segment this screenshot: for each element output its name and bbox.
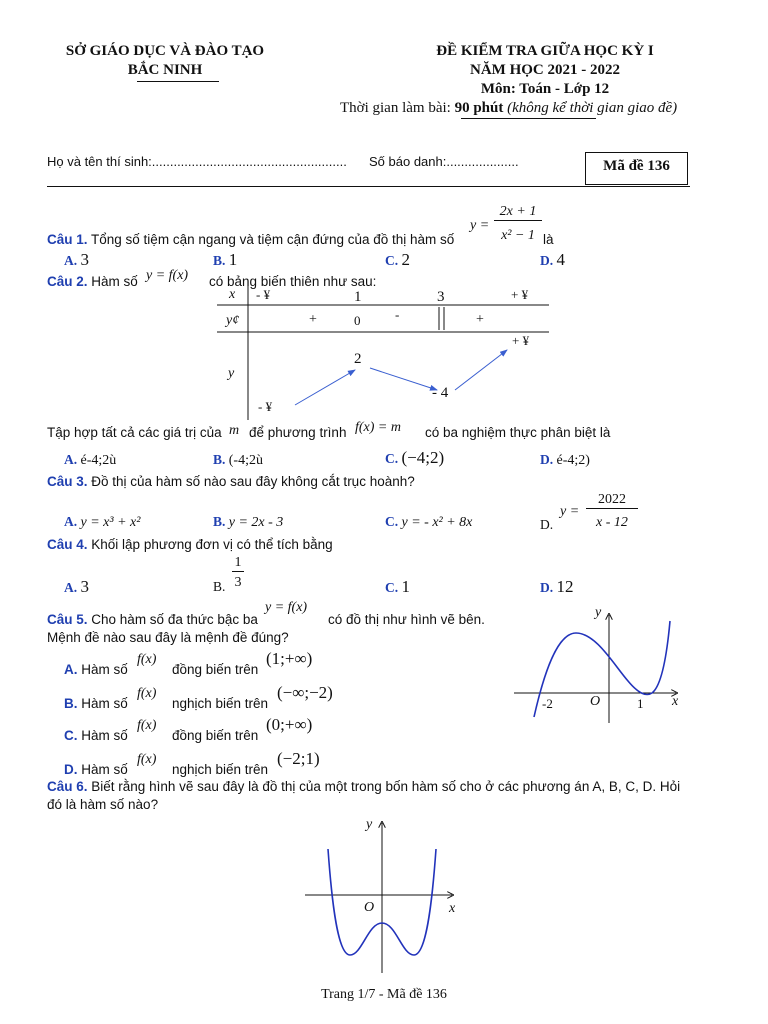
q5-option-d-interval: (−2;1) <box>277 749 320 768</box>
header-underline-left <box>137 81 219 82</box>
q2-question-pre: Tập hợp tất cả các giá trị của <box>47 425 222 440</box>
q5-option-a[interactable]: A. Hàm số <box>64 662 128 677</box>
q5-line2: Mệnh đề nào sau đây là mệnh đề đúng? <box>47 630 289 645</box>
table-x-3: 3 <box>437 289 445 305</box>
q1-option-a[interactable]: A. 3 <box>64 250 89 269</box>
q5-graph-tick-neg2: -2 <box>542 696 553 711</box>
q6-quartic-graph <box>300 815 470 975</box>
q2-option-b[interactable]: B. (-4;2ù <box>213 452 263 468</box>
q5-option-a-mid: đồng biến trên <box>172 662 259 677</box>
table-x-neg-inf: - ¥ <box>256 287 271 302</box>
q3-option-c[interactable]: C. y = - x² + 8x <box>385 514 473 530</box>
table-x-label: x <box>229 287 236 302</box>
q4-option-a[interactable]: A. 3 <box>64 577 89 596</box>
q3-option-d-num: 2022 <box>586 492 638 509</box>
time-value: 90 phút <box>454 100 504 116</box>
q4-option-c[interactable]: C. 1 <box>385 577 410 596</box>
table-y-label: y <box>228 366 235 381</box>
q4-option-b-num: 1 <box>232 555 244 572</box>
q1-label: Câu 1. <box>47 232 88 247</box>
time-label: Thời gian làm bài: <box>340 100 455 116</box>
q5-curve <box>534 621 670 717</box>
table-y-pos-inf: + ¥ <box>512 333 530 348</box>
q2-text-post: có bảng biến thiên như sau: <box>209 274 377 289</box>
table-y-neg4: - 4 <box>432 385 449 401</box>
q3-label: Câu 3. <box>47 474 88 489</box>
arrow-down <box>370 368 437 390</box>
q5-option-c-mid: đồng biến trên <box>172 728 259 743</box>
q2-option-c[interactable]: C. (−4;2) <box>385 448 445 467</box>
q1-formula-den: x² − 1 <box>501 228 535 243</box>
table-yp-label: y¢ <box>226 313 240 328</box>
q5-option-d[interactable]: D. Hàm số <box>64 762 128 777</box>
q5-option-b-mid: nghịch biến trên <box>172 696 269 711</box>
table-y-2: 2 <box>354 351 362 367</box>
q5-graph-origin: O <box>590 694 601 709</box>
q5-option-a-interval: (1;+∞) <box>266 649 313 668</box>
q2-question-eq: f(x) = m <box>355 420 401 435</box>
q6-text: Biết rằng hình vẽ sau đây là đồ thị của một trong bốn hàm số cho ở các phương án A, B, C, D. Hỏi <box>91 779 681 794</box>
question-5 <box>47 612 258 627</box>
q3-text: Đồ thị của hàm số nào sau đây không cắt trục hoành? <box>91 474 415 489</box>
table-x-1: 1 <box>354 289 362 305</box>
school-year: NĂM HỌC 2021 - 2022 <box>470 62 620 78</box>
q6-line2: đó là hàm số nào? <box>47 797 159 812</box>
q5-option-b-fx: f(x) <box>137 686 157 701</box>
table-sign-3: - <box>395 307 400 322</box>
q4-label: Câu 4. <box>47 537 88 552</box>
table-sign-2: 0 <box>354 313 361 328</box>
table-sign-1: + <box>309 312 317 327</box>
department-name: SỞ GIÁO DỤC VÀ ĐÀO TẠO <box>65 43 265 59</box>
q2-option-a[interactable]: A. é-4;2ù <box>64 452 117 468</box>
q5-formula: y = f(x) <box>265 600 308 615</box>
q1-option-b[interactable]: B. 1 <box>213 250 238 269</box>
q3-option-d-letter[interactable]: D. <box>540 517 554 532</box>
q1-option-d[interactable]: D. 4 <box>540 250 565 269</box>
q4-option-d[interactable]: D. 12 <box>540 577 574 596</box>
q4-option-b-den: 3 <box>234 575 242 590</box>
question-4 <box>47 537 333 552</box>
q1-formula-num: 2x + 1 <box>494 204 542 221</box>
q5-text-post: có đồ thị như hình vẽ bên. <box>328 612 485 627</box>
arrow-up-2 <box>455 350 507 390</box>
province-name: BẮC NINH <box>127 62 203 78</box>
q2-question-post: có ba nghiệm thực phân biệt là <box>425 425 611 440</box>
table-x-pos-inf: + ¥ <box>511 287 529 302</box>
table-y-neg-inf: - ¥ <box>258 399 273 414</box>
q5-option-c[interactable]: C. Hàm số <box>64 728 128 743</box>
exam-title: ĐỀ KIỂM TRA GIỮA HỌC KỲ I <box>436 43 654 59</box>
q2-formula: y = f(x) <box>146 268 189 283</box>
q2-question-mid: để phương trình <box>249 425 347 440</box>
q5-option-c-interval: (0;+∞) <box>266 715 313 734</box>
q3-option-b[interactable]: B. y = 2x - 3 <box>213 514 284 530</box>
q5-option-d-fx: f(x) <box>137 752 157 767</box>
time-line <box>340 100 677 117</box>
arrow-up-1 <box>295 370 355 405</box>
q6-label: Câu 6. <box>47 779 88 794</box>
q5-graph-x-label: x <box>672 694 679 709</box>
q2-option-d[interactable]: D. é-4;2) <box>540 452 590 468</box>
q1-suffix: là <box>543 232 554 247</box>
q3-option-d-den: x - 12 <box>596 515 628 530</box>
q5-option-d-mid: nghịch biến trên <box>172 762 269 777</box>
q5-graph-tick-1: 1 <box>637 696 644 711</box>
q2-question-m: m <box>229 423 240 438</box>
question-1 <box>47 232 454 247</box>
q1-text: Tổng số tiệm cận ngang và tiệm cận đứng của đồ thị hàm số <box>91 232 455 247</box>
q1-option-c[interactable]: C. 2 <box>385 250 410 269</box>
q5-graph-y-label: y <box>595 605 602 620</box>
question-6 <box>47 779 680 794</box>
q5-option-b[interactable]: B. Hàm số <box>64 696 128 711</box>
header-underline-right <box>461 118 596 119</box>
q3-option-a[interactable]: A. y = x³ + x² <box>64 514 141 530</box>
student-name-field: Họ và tên thí sinh:...................................................... <box>47 154 347 169</box>
question-2 <box>47 274 138 289</box>
q2-text-pre: Hàm số <box>91 274 138 289</box>
q4-text: Khối lập phương đơn vị có thể tích bằng <box>91 537 333 552</box>
q6-graph-x-label: x <box>449 901 456 916</box>
exam-code: Mã đề 136 <box>603 158 670 174</box>
student-id-field: Số báo danh:.................... <box>369 154 519 169</box>
q5-text-pre: Cho hàm số đa thức bậc ba <box>91 612 258 627</box>
q4-option-b-letter[interactable]: B. <box>213 579 226 594</box>
table-sign-4: + <box>476 312 484 327</box>
q5-option-a-fx: f(x) <box>137 652 157 667</box>
q5-option-c-fx: f(x) <box>137 718 157 733</box>
q1-formula-lhs: y = <box>470 218 490 233</box>
time-note: (không kể thời gian giao đề) <box>503 100 678 116</box>
page-footer: Trang 1/7 - Mã đề 136 <box>321 987 447 1002</box>
q5-option-b-interval: (−∞;−2) <box>277 683 333 702</box>
question-3 <box>47 474 415 489</box>
q2-label: Câu 2. <box>47 274 88 289</box>
q6-graph-origin: O <box>364 900 375 915</box>
subject: Môn: Toán - Lớp 12 <box>480 81 610 97</box>
q6-graph-y-label: y <box>366 817 373 832</box>
q3-option-d-lhs: y = <box>560 504 580 519</box>
header-divider <box>47 186 690 187</box>
q5-label: Câu 5. <box>47 612 88 627</box>
